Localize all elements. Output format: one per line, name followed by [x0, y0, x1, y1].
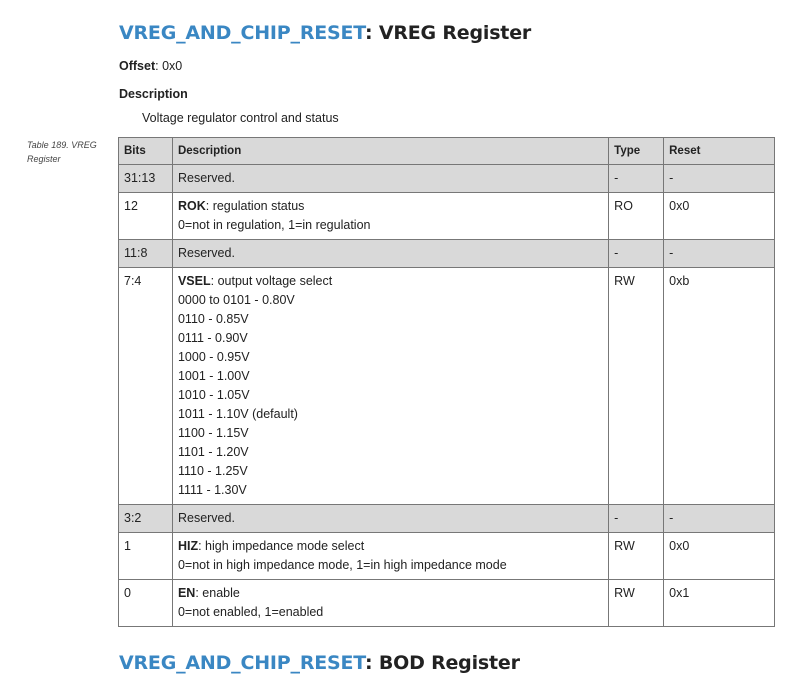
description-cell — [172, 268, 608, 505]
field-name: HIZ — [177, 539, 199, 553]
bits-cell: 7:4 — [119, 268, 173, 505]
reset-cell: 0x0 — [664, 193, 775, 240]
description-detail-line: 1101 - 1.20V — [177, 445, 249, 459]
bits-cell: 3:2 — [119, 505, 173, 533]
description-detail-line: 0111 - 0.90V — [177, 331, 248, 345]
table-row — [119, 268, 775, 505]
reset-cell: 0x1 — [664, 580, 775, 627]
register-title-link[interactable]: VREG_AND_CHIP_RESET — [119, 22, 366, 44]
type-cell: RW — [609, 580, 664, 627]
offset-line — [119, 59, 182, 73]
register-title-text: : VREG Register — [365, 22, 532, 44]
field-description: : enable — [195, 586, 240, 600]
bits-cell: 11:8 — [119, 240, 173, 268]
table-row — [119, 165, 775, 193]
table-row — [119, 533, 775, 580]
description-detail-line: 0=not in regulation, 1=in regulation — [177, 218, 371, 232]
description-first-line — [178, 272, 603, 291]
table-caption: Table 189. VREG Register — [27, 140, 97, 164]
description-detail-line: 1001 - 1.00V — [177, 369, 250, 383]
bits-cell: 12 — [119, 193, 173, 240]
table-row — [119, 193, 775, 240]
field-name: VSEL — [177, 274, 211, 288]
offset-label: Offset — [119, 59, 156, 73]
description-first-line — [178, 244, 603, 263]
field-name: ROK — [177, 199, 206, 213]
description-cell — [172, 240, 608, 268]
description-first-line — [178, 197, 603, 216]
description-first-line — [178, 584, 603, 603]
field-description: Reserved. — [177, 246, 235, 260]
description-cell — [172, 165, 608, 193]
description-detail-line: 1111 - 1.30V — [177, 483, 247, 497]
type-cell: - — [609, 240, 664, 268]
description-cell — [172, 533, 608, 580]
description-text: Voltage regulator control and status — [142, 111, 339, 125]
type-cell: RW — [609, 533, 664, 580]
field-name: EN — [177, 586, 196, 600]
field-description: Reserved. — [177, 511, 235, 525]
table-row — [119, 580, 775, 627]
description-detail-line: 1100 - 1.15V — [177, 426, 249, 440]
field-description: Reserved. — [177, 171, 235, 185]
column-header-description: Description — [172, 138, 608, 165]
type-cell: - — [609, 505, 664, 533]
next-register-title-link[interactable]: VREG_AND_CHIP_RESET — [119, 652, 366, 674]
column-header-type: Type — [609, 138, 664, 165]
description-detail-line: 1110 - 1.25V — [177, 464, 248, 478]
description-detail-line: 0000 to 0101 - 0.80V — [177, 293, 295, 307]
description-detail-line: 1000 - 0.95V — [177, 350, 250, 364]
column-header-bits: Bits — [119, 138, 173, 165]
description-first-line — [178, 537, 603, 556]
table-header-row — [119, 138, 775, 165]
bits-cell: 31:13 — [119, 165, 173, 193]
description-cell — [172, 505, 608, 533]
description-detail-line: 1010 - 1.05V — [177, 388, 250, 402]
reset-cell: 0x0 — [664, 533, 775, 580]
type-cell: RW — [609, 268, 664, 505]
offset-value: : 0x0 — [155, 59, 183, 73]
description-first-line — [178, 509, 603, 528]
reset-cell: - — [664, 165, 775, 193]
register-table-body — [119, 165, 775, 627]
bits-cell: 0 — [119, 580, 173, 627]
reset-cell: - — [664, 240, 775, 268]
description-detail-line: 0110 - 0.85V — [177, 312, 249, 326]
column-header-reset: Reset — [664, 138, 775, 165]
table-row — [119, 505, 775, 533]
field-description: : output voltage select — [210, 274, 333, 288]
field-description: : regulation status — [205, 199, 305, 213]
description-heading: Description — [119, 87, 188, 101]
next-register-title — [119, 652, 520, 674]
register-title — [119, 22, 531, 44]
description-detail-line: 0=not in high impedance mode, 1=in high impedance mode — [177, 558, 507, 572]
description-first-line — [178, 169, 603, 188]
reset-cell: - — [664, 505, 775, 533]
bits-cell: 1 — [119, 533, 173, 580]
field-description: : high impedance mode select — [198, 539, 365, 553]
reset-cell: 0xb — [664, 268, 775, 505]
description-cell — [172, 193, 608, 240]
description-detail-line: 0=not enabled, 1=enabled — [177, 605, 324, 619]
description-detail-line: 1011 - 1.10V (default) — [177, 407, 298, 421]
register-table — [118, 137, 775, 627]
description-cell — [172, 580, 608, 627]
type-cell: - — [609, 165, 664, 193]
type-cell: RO — [609, 193, 664, 240]
table-row — [119, 240, 775, 268]
next-register-title-text: : BOD Register — [365, 652, 520, 674]
